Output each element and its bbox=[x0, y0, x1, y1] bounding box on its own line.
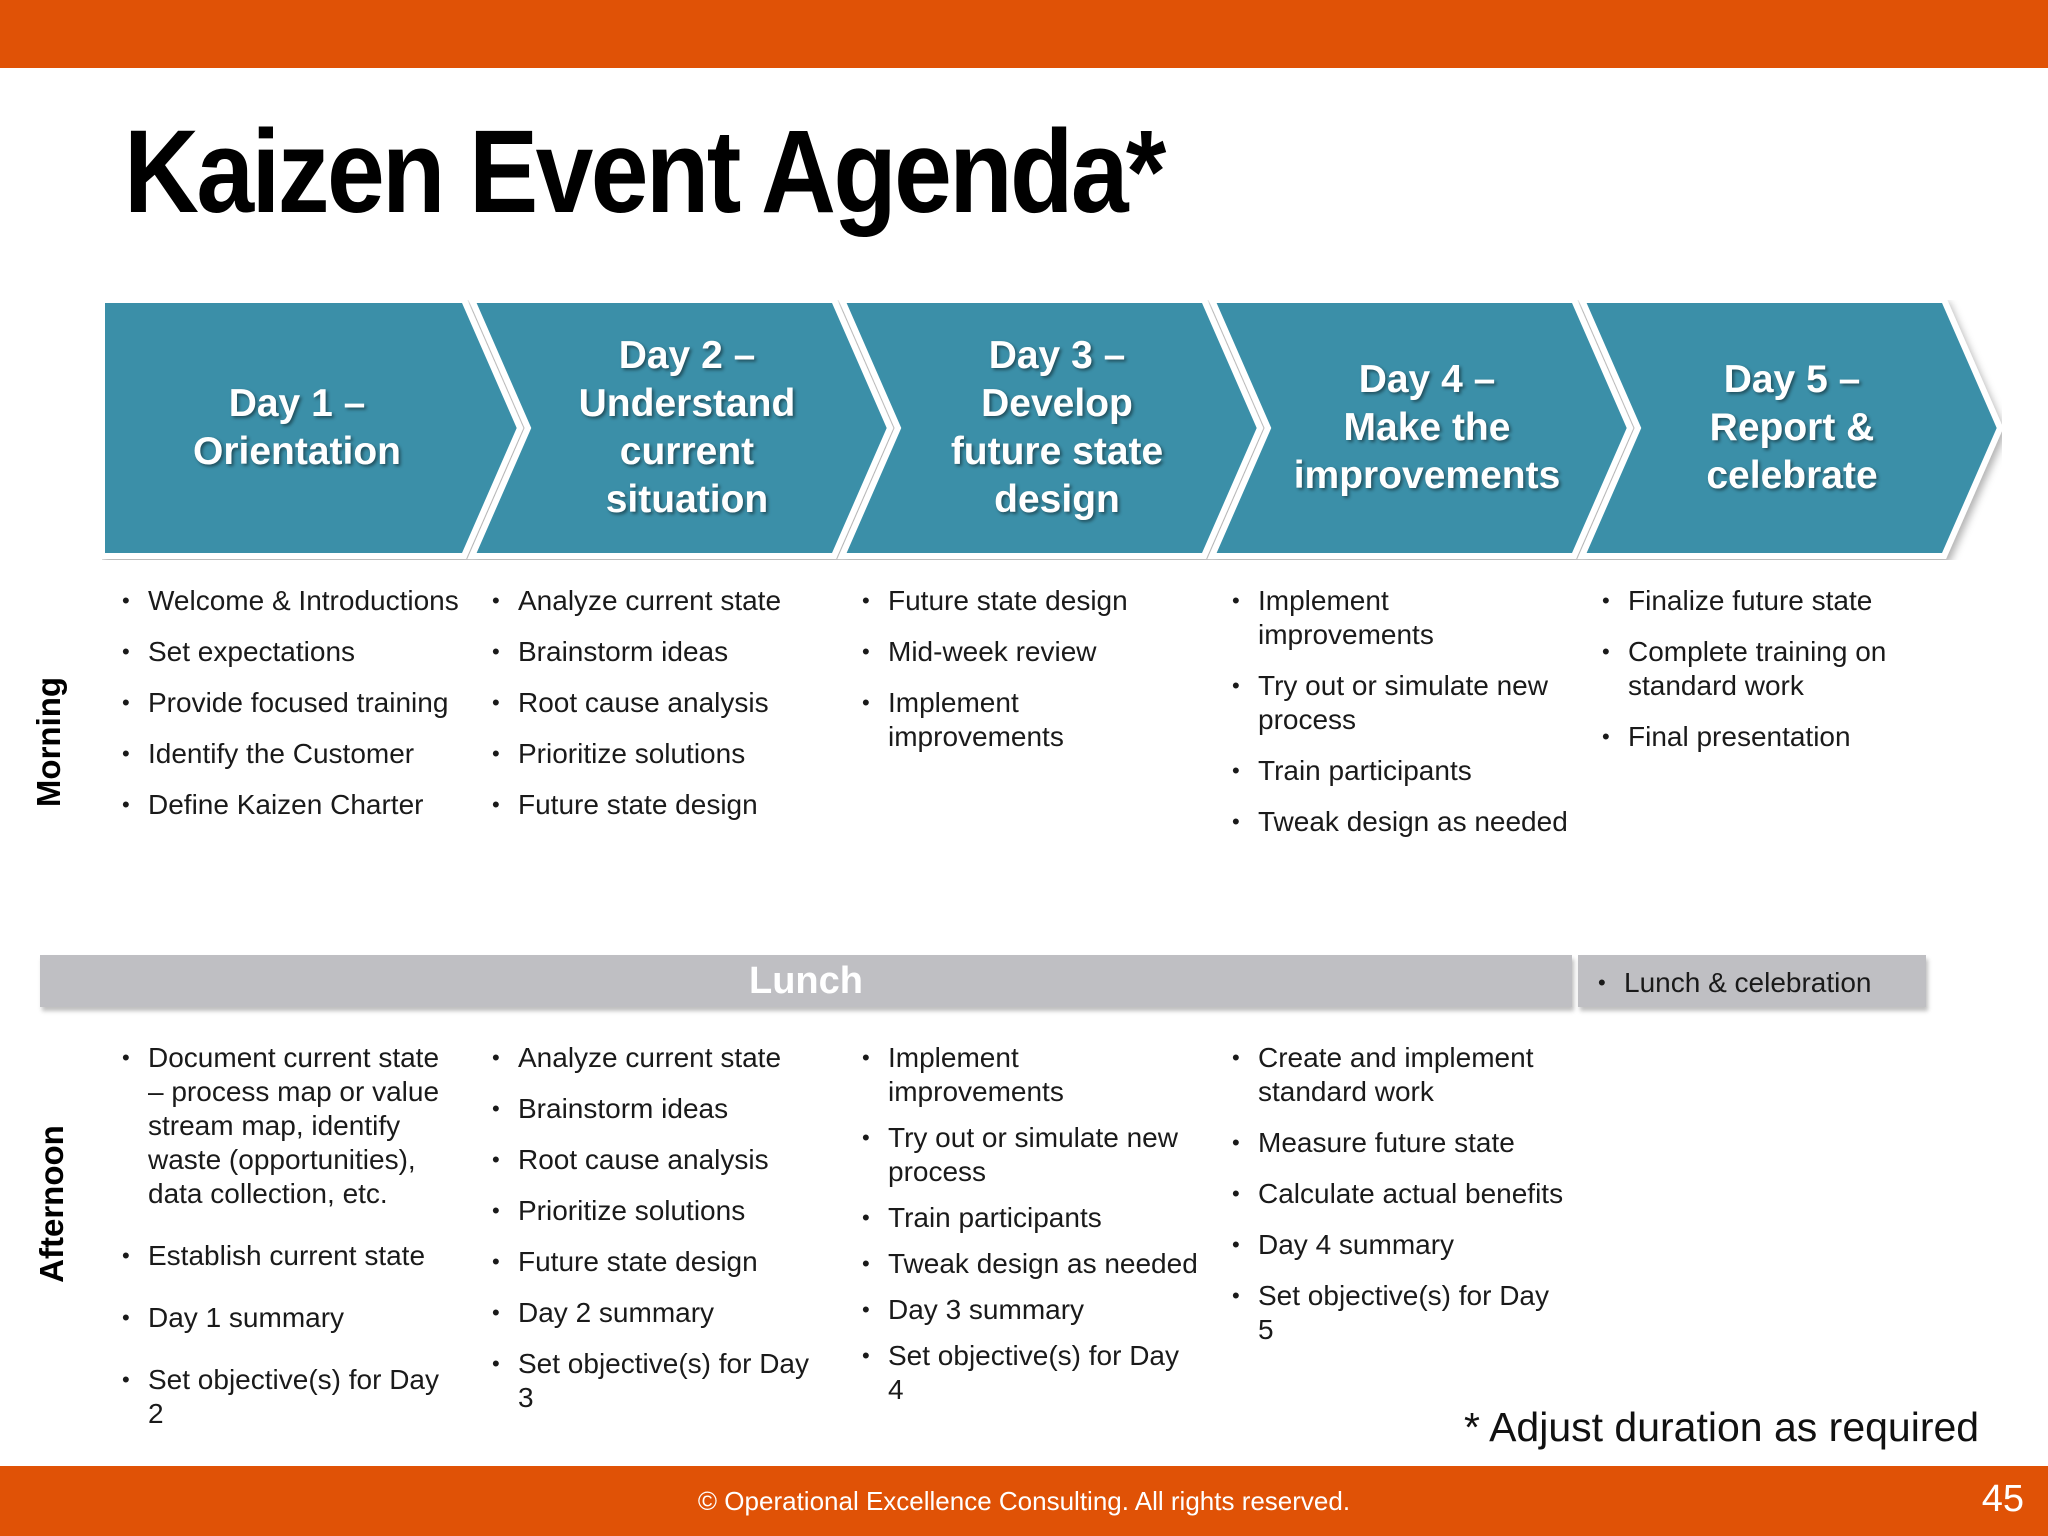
day-5-lunch-list bbox=[1578, 955, 1926, 1000]
list-item: • Brainstorm ideas bbox=[492, 635, 832, 669]
list-item: • Implement improvements bbox=[862, 686, 1172, 754]
list-item: • Tweak design as needed bbox=[1232, 805, 1572, 839]
list-item: • Day 1 summary bbox=[122, 1301, 456, 1335]
day-2-morning-list bbox=[492, 584, 832, 822]
list-item: • Establish current state bbox=[122, 1239, 456, 1273]
list-item: • Root cause analysis bbox=[492, 686, 832, 720]
copyright-notice: © Operational Excellence Consulting. All rights reserved. bbox=[697, 1486, 1351, 1516]
list-item: • Final presentation bbox=[1602, 720, 1932, 754]
duration-footnote: * Adjust duration as required bbox=[1464, 1404, 1980, 1450]
list-item: • Calculate actual benefits bbox=[1232, 1177, 1572, 1211]
lunch-label: Lunch bbox=[749, 959, 863, 1002]
list-item: • Day 3 summary bbox=[862, 1293, 1202, 1327]
list-item: • Prioritize solutions bbox=[492, 1194, 832, 1228]
list-item: • Tweak design as needed bbox=[862, 1247, 1202, 1281]
page-number: 45 bbox=[1981, 1478, 2024, 1520]
page-title: Kaizen Event Agenda* bbox=[124, 106, 1164, 238]
list-item: • Provide focused training bbox=[122, 686, 462, 720]
list-item: • Train participants bbox=[1232, 754, 1572, 788]
day-3-morning-list bbox=[862, 584, 1172, 754]
day-5-title: Day 5 – Report & celebrate bbox=[1706, 358, 1878, 497]
list-item: • Set objective(s) for Day 5 bbox=[1232, 1279, 1572, 1347]
list-item: • Try out or simulate new process bbox=[862, 1121, 1202, 1189]
list-item: • Analyze current state bbox=[492, 1041, 832, 1075]
list-item: • Set objective(s) for Day 3 bbox=[492, 1347, 832, 1415]
list-item: • Future state design bbox=[492, 788, 832, 822]
day-2-title: Day 2 – Understand current situation bbox=[578, 334, 796, 521]
top-accent-bar bbox=[0, 0, 2048, 68]
list-item: • Create and implement standard work bbox=[1232, 1041, 1572, 1109]
day-2-afternoon-list bbox=[492, 1041, 832, 1415]
day-3-title: Day 3 – Develop future state design bbox=[950, 334, 1164, 521]
lunch-bar bbox=[40, 955, 1572, 1007]
day-chevron-strip bbox=[102, 300, 2002, 560]
list-item: • Train participants bbox=[862, 1201, 1202, 1235]
list-item: • Document current state – process map or value stream map, identify waste (opportunities), data collection, etc. bbox=[122, 1041, 456, 1211]
list-item: • Define Kaizen Charter bbox=[122, 788, 462, 822]
day-1-morning-list bbox=[122, 584, 462, 822]
list-item: • Set expectations bbox=[122, 635, 462, 669]
morning-label: Morning bbox=[30, 676, 67, 808]
list-item: • Brainstorm ideas bbox=[492, 1092, 832, 1126]
list-item: • Implement improvements bbox=[862, 1041, 1202, 1109]
list-item: • Prioritize solutions bbox=[492, 737, 832, 771]
afternoon-label: Afternoon bbox=[33, 1125, 70, 1283]
day-4-afternoon-list bbox=[1232, 1041, 1572, 1347]
list-item: • Welcome & Introductions bbox=[122, 584, 462, 618]
list-item: • Analyze current state bbox=[492, 584, 832, 618]
list-item: • Try out or simulate new process bbox=[1232, 669, 1572, 737]
list-item: • Day 4 summary bbox=[1232, 1228, 1572, 1262]
list-item: • Complete training on standard work bbox=[1602, 635, 1932, 703]
list-item: • Set objective(s) for Day 4 bbox=[862, 1339, 1202, 1407]
day-4-morning-list bbox=[1232, 584, 1572, 839]
list-item: • Set objective(s) for Day 2 bbox=[122, 1363, 456, 1431]
day-3-afternoon-list bbox=[862, 1041, 1202, 1407]
list-item: • Implement improvements bbox=[1232, 584, 1572, 652]
day-5-lunch-bar bbox=[1578, 955, 1926, 1007]
list-item: • Lunch & celebration bbox=[1598, 966, 1926, 1000]
list-item: • Root cause analysis bbox=[492, 1143, 832, 1177]
list-item: • Identify the Customer bbox=[122, 737, 462, 771]
list-item: • Mid-week review bbox=[862, 635, 1172, 669]
day-4-title: Day 4 – Make the improvements bbox=[1293, 358, 1561, 497]
list-item: • Measure future state bbox=[1232, 1126, 1572, 1160]
list-item: • Finalize future state bbox=[1602, 584, 1932, 618]
day-1-title: Day 1 – Orientation bbox=[192, 382, 401, 473]
list-item: • Future state design bbox=[492, 1245, 832, 1279]
day-5-morning-list bbox=[1602, 584, 1932, 754]
list-item: • Future state design bbox=[862, 584, 1172, 618]
day-1-afternoon-list bbox=[122, 1041, 456, 1431]
list-item: • Day 2 summary bbox=[492, 1296, 832, 1330]
